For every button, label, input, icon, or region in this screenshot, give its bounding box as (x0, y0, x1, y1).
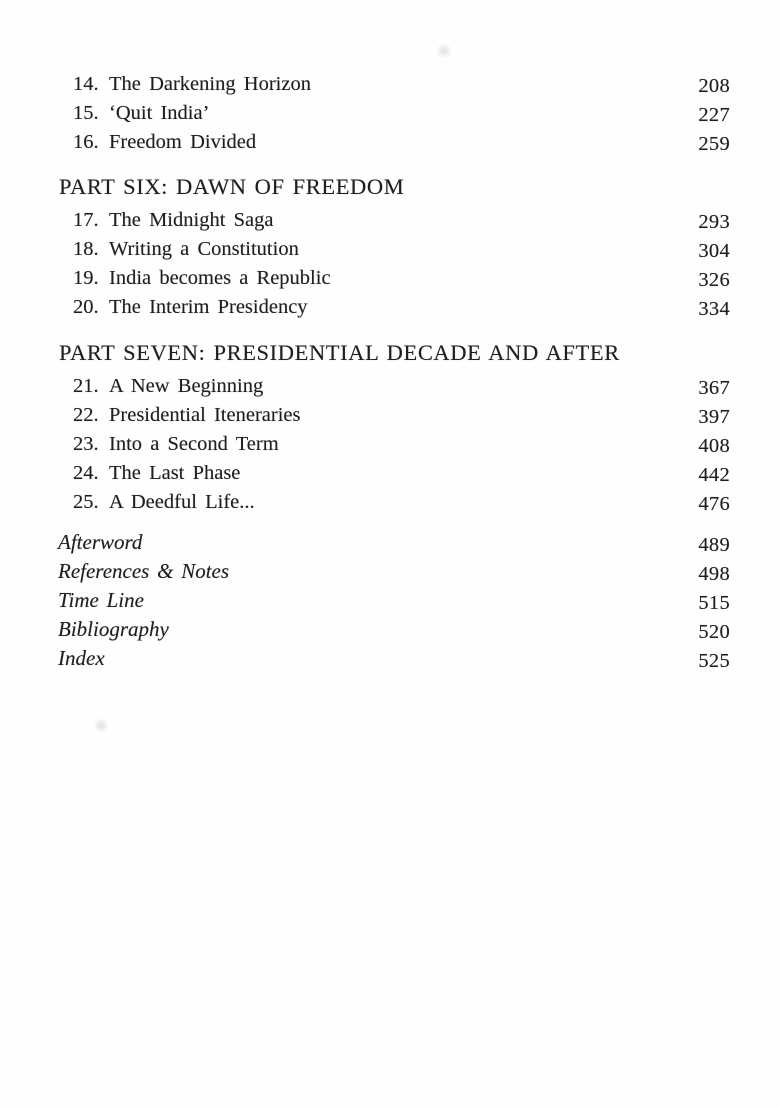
chapter-title: Writing a Constitution (109, 238, 299, 260)
scan-smudge (93, 719, 109, 732)
chapter-group (0, 70, 780, 157)
chapter-group (0, 206, 780, 322)
chapter-title: The Midnight Saga (109, 209, 274, 231)
backmatter-entry (0, 557, 780, 586)
page-number: 293 (698, 211, 730, 233)
chapter-number: 16. (73, 131, 99, 153)
chapter-number: 18. (73, 238, 99, 260)
page-number: 326 (698, 269, 730, 291)
toc-entry (0, 235, 780, 264)
page-number: 525 (698, 650, 730, 672)
chapter-number: 20. (73, 296, 99, 318)
backmatter-title: References & Notes (58, 559, 230, 583)
toc-entry (0, 206, 780, 235)
chapter-number: 14. (73, 73, 99, 95)
chapter-number: 21. (73, 375, 99, 397)
toc-entry (0, 459, 780, 488)
part-heading (0, 338, 780, 367)
page-number: 259 (698, 133, 730, 155)
page-number: 408 (698, 435, 730, 457)
page-number: 397 (698, 406, 730, 428)
chapter-title: A Deedful Life... (109, 491, 255, 513)
backmatter-entry (0, 615, 780, 644)
backmatter-entry (0, 586, 780, 615)
part-heading-label: PART SIX: DAWN OF FREEDOM (59, 174, 405, 199)
backmatter-title: Time Line (58, 588, 144, 612)
chapter-title: A New Beginning (109, 375, 264, 397)
chapter-number: 22. (73, 404, 99, 426)
chapter-number: 25. (73, 491, 99, 513)
chapter-title: Into a Second Term (109, 433, 279, 455)
chapter-number: 19. (73, 267, 99, 289)
backmatter-group (0, 528, 780, 673)
page-number: 476 (698, 493, 730, 515)
chapter-number: 17. (73, 209, 99, 231)
part-heading-label: PART SEVEN: PRESIDENTIAL DECADE AND AFTER (59, 340, 620, 365)
chapter-number: 23. (73, 433, 99, 455)
page-number: 520 (698, 621, 730, 643)
page-number: 304 (698, 240, 730, 262)
chapter-title: The Last Phase (109, 462, 241, 484)
chapter-title: India becomes a Republic (109, 267, 331, 289)
backmatter-title: Bibliography (58, 617, 169, 641)
toc-entry (0, 293, 780, 322)
backmatter-title: Afterword (58, 530, 143, 554)
backmatter-title: Index (58, 646, 105, 670)
toc-entry (0, 488, 780, 517)
page-number: 442 (698, 464, 730, 486)
toc-entry (0, 401, 780, 430)
backmatter-entry (0, 644, 780, 673)
chapter-title: ‘Quit India’ (109, 102, 210, 124)
toc-entry (0, 264, 780, 293)
chapter-title: The Interim Presidency (109, 296, 308, 318)
chapter-title: The Darkening Horizon (109, 73, 311, 95)
toc-entry (0, 99, 780, 128)
page-number: 227 (698, 104, 730, 126)
page-number: 498 (698, 563, 730, 585)
chapter-group (0, 372, 780, 517)
page-number: 489 (698, 534, 730, 556)
part-heading (0, 172, 780, 201)
page-number: 334 (698, 298, 730, 320)
toc-entry (0, 372, 780, 401)
toc-entry (0, 430, 780, 459)
toc-entry (0, 70, 780, 99)
backmatter-entry (0, 528, 780, 557)
page-number: 367 (698, 377, 730, 399)
toc-entry (0, 128, 780, 157)
page-number: 515 (698, 592, 730, 614)
chapter-number: 24. (73, 462, 99, 484)
chapter-title: Freedom Divided (109, 131, 257, 153)
chapter-number: 15. (73, 102, 99, 124)
page-number: 208 (698, 75, 730, 97)
chapter-title: Presidential Iteneraries (109, 404, 301, 426)
